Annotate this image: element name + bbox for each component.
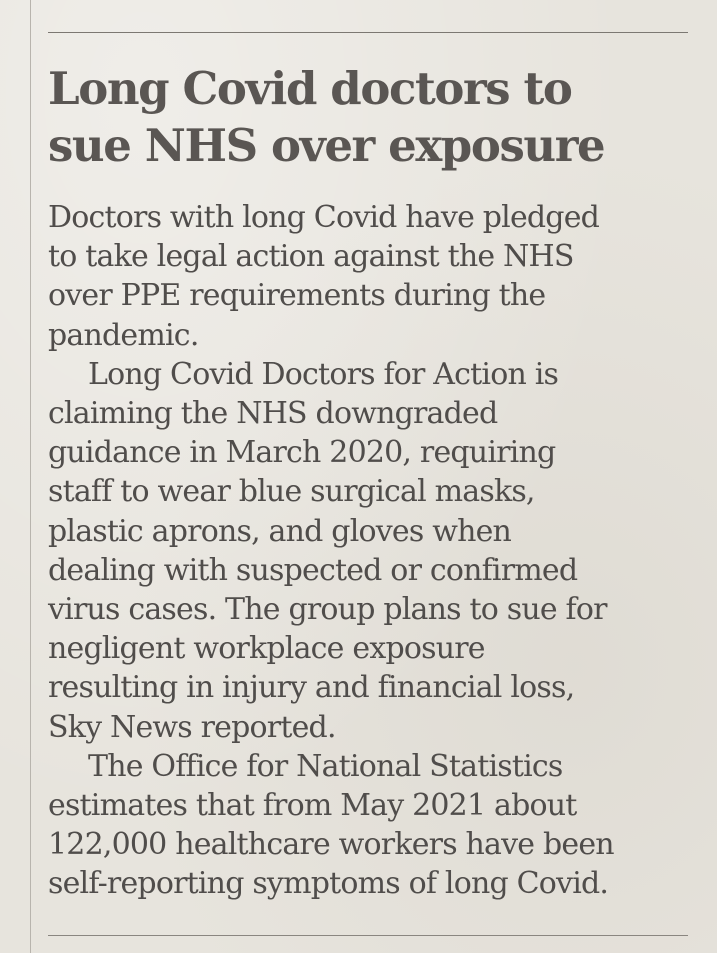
text-line: Sky News reported. <box>48 709 336 745</box>
text-line: resulting in injury and financial loss, <box>48 670 575 706</box>
headline-line: Long Covid doctors to <box>48 62 572 115</box>
text-line: staff to wear blue surgical masks, <box>48 474 535 510</box>
text-line: dealing with suspected or confirmed <box>48 552 578 588</box>
text-line: to take legal action against the NHS <box>48 239 574 275</box>
headline <box>48 60 688 174</box>
top-rule <box>48 32 688 33</box>
text-line: Long Covid Doctors for Action is <box>88 356 559 392</box>
text-line: claiming the NHS downgraded <box>48 396 498 432</box>
text-line: virus cases. The group plans to sue for <box>48 592 607 628</box>
paragraph-3 <box>48 747 698 904</box>
paragraph-2 <box>48 355 698 747</box>
text-line: plastic aprons, and gloves when <box>48 513 512 549</box>
text-line: self-reporting symptoms of long Covid. <box>48 866 609 902</box>
paragraph-1 <box>48 198 698 355</box>
text-line: The Office for National Statistics <box>88 748 563 784</box>
headline-line: sue NHS over exposure <box>48 119 605 172</box>
text-line: negligent workplace exposure <box>48 631 485 667</box>
bottom-rule <box>48 935 688 936</box>
text-line: Doctors with long Covid have pledged <box>48 200 600 235</box>
text-line: over PPE requirements during the <box>48 278 546 314</box>
text-line: guidance in March 2020, requiring <box>48 435 556 471</box>
article-body <box>48 198 698 904</box>
column-divider <box>30 0 31 953</box>
text-line: 122,000 healthcare workers have been <box>48 827 614 863</box>
text-line: estimates that from May 2021 about <box>48 788 577 824</box>
text-line: pandemic. <box>48 317 199 353</box>
